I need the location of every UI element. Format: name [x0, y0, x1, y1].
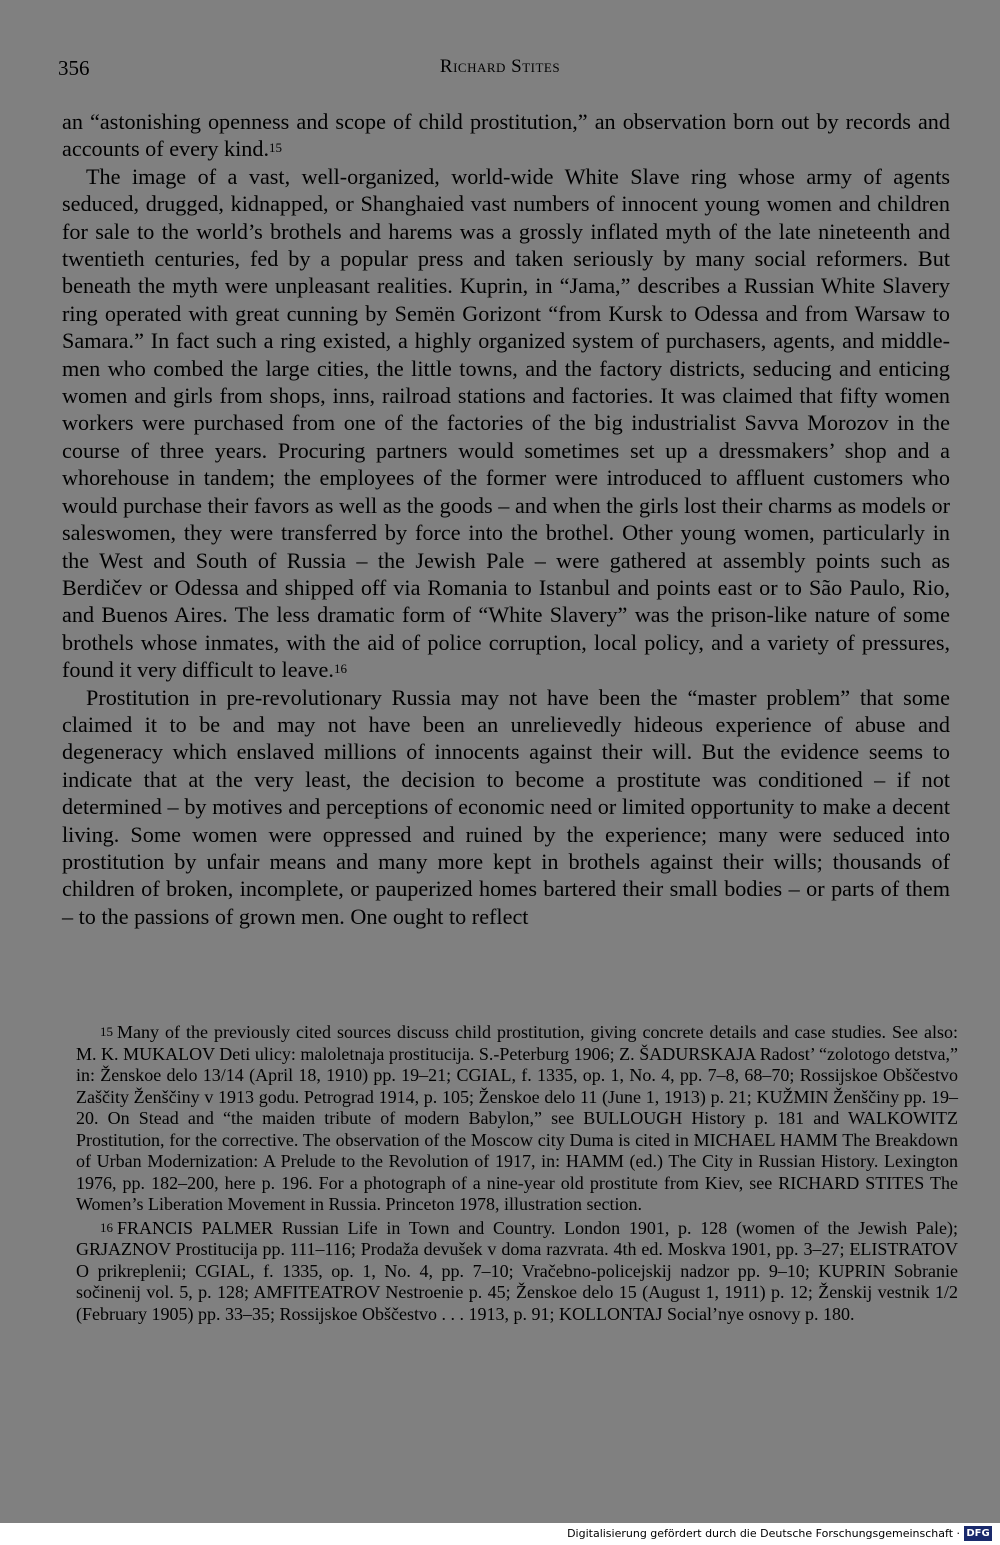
footnote-ref-16: 16: [333, 661, 347, 677]
funding-credit: Digitalisierung gefördert durch die Deutsche Forschungsgemeinschaft ·: [567, 1527, 960, 1540]
dfg-logo-icon: DFG: [964, 1526, 992, 1541]
footnote-text: FRANCIS PALMER Russian Life in Town and Country. London 1901, p. 128 (women of the Jewish Pale); GRJAZNOV Prostitucija pp. 111–116; Prodaža devušek v doma razvrata. 4th ed. Moskva 1901, pp. 3–27; ELISTRATOV O prikreplenii; CGIAL, f. 1335, op. 1, No. 4, pp. 7–10; Vračebno-policejskij nadzor pp. 9–10; KUPRIN Sobranie sočinenij vol. 5, p. 128; AMFITEATROV Nestroenie p. 45; Ženskoe delo 15 (August 1, 1911) p. 12; Ženskij vestnik 1/2 (February 1905) pp. 33–35; Rossijskoe Obščestvo . . . 1913, p. 91; KOLLONTAJ Social’nye osnovy p. 180.: [76, 1217, 958, 1324]
paragraph-2: [62, 163, 950, 684]
footnote-mark: 15: [100, 1024, 113, 1039]
footnote-16: [76, 1218, 958, 1326]
footnotes: [76, 1022, 958, 1325]
digitization-footer: [0, 1523, 1000, 1545]
footnote-15: [76, 1022, 958, 1216]
running-head: Richard Stites: [439, 56, 561, 77]
paragraph-1: [62, 108, 950, 163]
body-text: [62, 108, 950, 930]
paragraph-2-text: The image of a vast, well-organized, world-wide White Slave ring whose army of agents seduced, drugged, kidnapped, or Shanghaied vast numbers of innocent young women and children for sale to the world’s brothels and harems was a grossly inflated myth of the late nineteenth and twentieth centuries, fed by a popular press and taken seriously by many social reformers. But beneath the myth were unpleasant realities. Kuprin, in “Jama,” describes a Russian White Slavery ring operated with great cunning by Semën Gorizont “from Kursk to Odessa and from Warsaw to Samara.” In fact such a ring existed, a highly organized system of purchasers, agents, and middle-men who combed the large cities, the little towns, and the factory districts, seducing and enticing women and girls from shops, inns, railroad stations and factories. It was claimed that fifty women workers were purchased from one of the factories of the big industrialist Savva Morozov in the course of three years. Procuring partners would sometimes set up a dressmakers’ shop and a whorehouse in tandem; the employees of the former were introduced to affluent customers who would purchase their favors as well as the goods – and when the girls lost their charms as models or saleswomen, they were transferred by force into the brothel. Other young women, particularly in the West and South of Russia – the Jewish Pale – were gathered at assembly points such as Berdičev or Odessa and shipped off via Romania to Istanbul and points east or to São Paulo, Rio, and Buenos Aires. The less dramatic form of “White Slavery” was the prison-like nature of some brothels whose inmates, with the aid of police corruption, local policy, and a variety of pressures, found it very difficult to leave.: [62, 163, 950, 683]
paragraph-3: Prostitution in pre-revolutionary Russia may not have been the “master problem” that some claimed it to be and may not have been an unrelievedly hideous experience of abuse and degeneracy which enslaved millions of innocents against their will. But the evidence seems to indicate that at the very least, the decision to become a prostitute was conditioned – if not determined – by motives and perceptions of economic need or limited opportunity to make a decent living. Some women were oppressed and ruined by the experience; many were seduced into prostitution by unfair means and many more kept in brothels against their wills; thousands of children of broken, incomplete, or pauperized homes bartered their small bodies – or parts of them – to the passions of grown men. One ought to reflect: [62, 684, 950, 929]
footnote-ref-15: 15: [269, 140, 283, 156]
paragraph-1-text: an “astonishing openness and scope of child prostitution,” an observation born out by records and accounts of every kind.: [62, 109, 950, 162]
page-number: 356: [58, 56, 90, 80]
footnote-text: Many of the previously cited sources discuss child prostitution, giving concrete details and case studies. See also: M. K. MUKALOV Deti ulicy: maloletnaja prostitucija. S.-Peterburg 1906; Z. ŠADURSKAJA Radost’ “zolotogo detstva,” in: Ženskoe delo 13/14 (April 18, 1910) pp. 19–21; CGIAL, f. 1335, op. 1, No. 4, pp. 7–8, 68–70; Rossijskoe Obščestvo Zaščity Ženščiny v 1913 godu. Petrograd 1914, p. 105; Ženskoe delo 11 (June 1, 1913) p. 21; KUŽMIN Ženščiny pp. 19–20. On Stead and “the maiden tribute of modern Babylon,” see BULLOUGH History p. 181 and WALKOWITZ Prostitution, for the corrective. The observation of the Moscow city Duma is cited in MICHAEL HAMM The Breakdown of Urban Modernization: A Prelude to the Revolution of 1917, in: HAMM (ed.) The City in Russian History. Lexington 1976, pp. 182–200, here p. 196. For a photograph of a nine-year old prostitute from Kiev, see RICHARD STITES The Women’s Liberation Movement in Russia. Princeton 1978, illustration section.: [76, 1022, 958, 1214]
footnote-mark: 16: [100, 1219, 113, 1235]
